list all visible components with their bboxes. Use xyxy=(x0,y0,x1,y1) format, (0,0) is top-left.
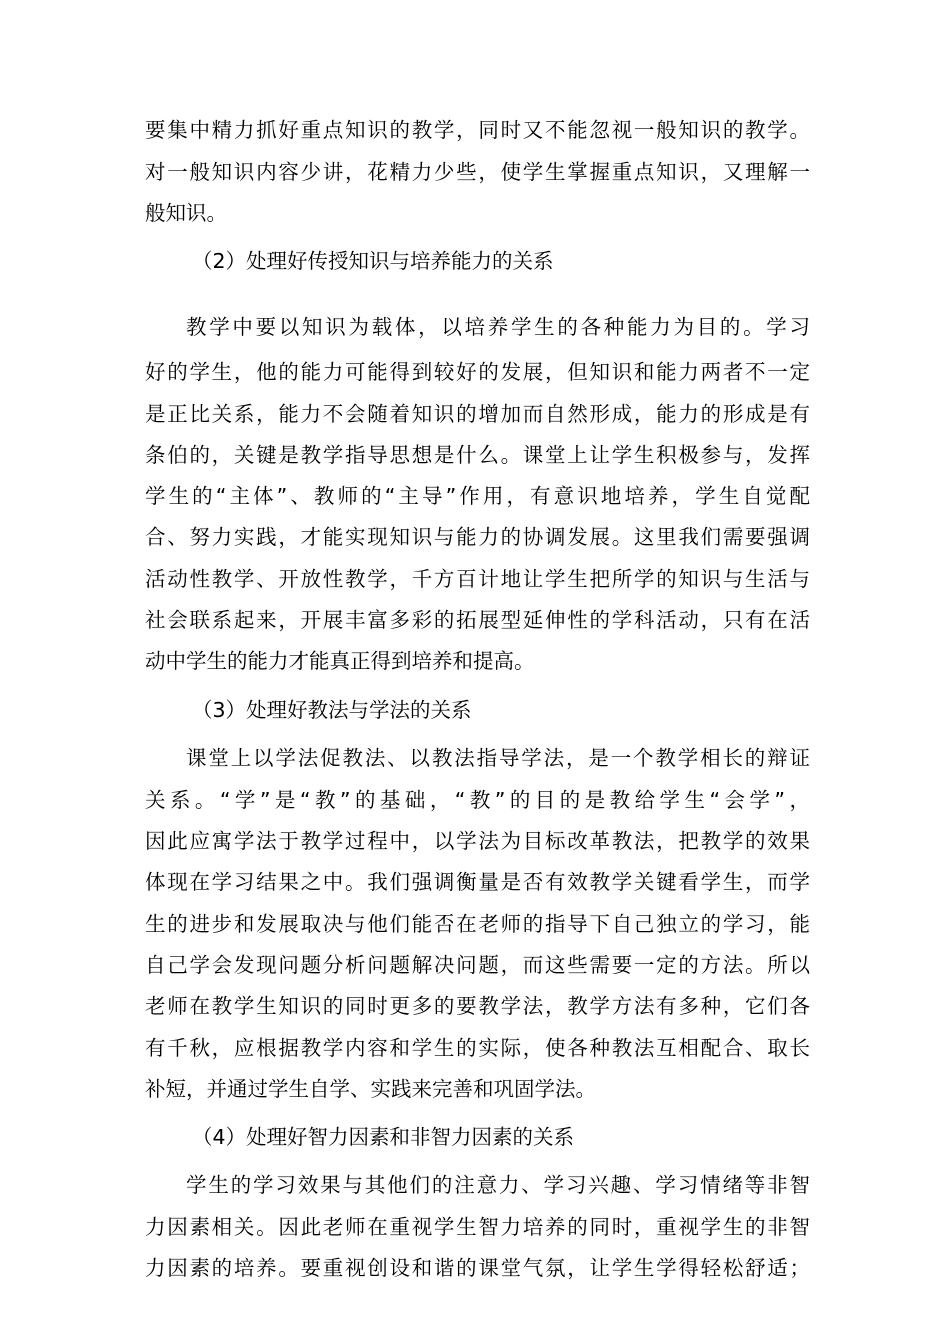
paragraph-2-line-9: 动中学生的能力才能真正得到培养和提高。 xyxy=(145,649,535,673)
section-heading-3: （3）处理好教法与学法的关系 xyxy=(192,698,472,722)
paragraph-3-line-5: 生的进步和发展取决与他们能否在老师的指导下自己独立的学习，能 xyxy=(145,912,810,936)
paragraph-3-line-8: 有千秋，应根据教学内容和学生的实际，使各种教法互相配合、取长 xyxy=(145,1036,810,1060)
paragraph-3-line-1: 课堂上以学法促教法、以教法指导学法，是一个教学相长的辩证 xyxy=(186,746,810,770)
paragraph-4-line-3: 力因素的培养。要重视创设和谐的课堂气氛，让学生学得轻松舒适； xyxy=(145,1256,810,1280)
paragraph-2-line-3: 是正比关系，能力不会随着知识的增加而自然形成，能力的形成是有 xyxy=(145,402,810,426)
paragraph-3-line-2: 关系。“学”是“教”的基础，“教”的目的是教给学生“会学”， xyxy=(145,788,810,812)
paragraph-2-line-7: 活动性教学、开放性教学，千方百计地让学生把所学的知识与生活与 xyxy=(145,567,810,591)
paragraph-2-line-8: 社会联系起来，开展丰富多彩的拓展型延伸性的学科活动，只有在活 xyxy=(145,608,810,632)
paragraph-1-line-2: 对一般知识内容少讲，花精力少些，使学生掌握重点知识，又理解一 xyxy=(145,160,810,184)
paragraph-3-line-4: 体现在学习结果之中。我们强调衡量是否有效教学关键看学生，而学 xyxy=(145,870,810,894)
paragraph-4-line-2: 力因素相关。因此老师在重视学生智力培养的同时，重视学生的非智 xyxy=(145,1215,810,1239)
paragraph-3-line-7: 老师在教学生知识的同时更多的要教学法，教学方法有多种，它们各 xyxy=(145,994,810,1018)
section-heading-2: （2）处理好传授知识与培养能力的关系 xyxy=(192,249,554,273)
paragraph-2-line-1: 教学中要以知识为载体，以培养学生的各种能力为目的。学习 xyxy=(186,315,810,339)
paragraph-1-line-3: 般知识。 xyxy=(145,201,227,225)
paragraph-2-line-6: 合、努力实践，才能实现知识与能力的协调发展。这里我们需要强调 xyxy=(145,525,810,549)
paragraph-3-line-3: 因此应寓学法于教学过程中，以学法为目标改革教法，把教学的效果 xyxy=(145,829,810,853)
paragraph-1-line-1: 要集中精力抓好重点知识的教学，同时又不能忽视一般知识的教学。 xyxy=(145,118,810,142)
paragraph-4-line-1: 学生的学习效果与其他们的注意力、学习兴趣、学习情绪等非智 xyxy=(186,1173,810,1197)
paragraph-3-line-9: 补短，并通过学生自学、实践来完善和巩固学法。 xyxy=(145,1077,596,1101)
paragraph-2-line-5: 学生的“主体”、教师的“主导”作用，有意识地培养，学生自觉配 xyxy=(145,484,810,508)
paragraph-2-line-4: 条伯的，关键是教学指导思想是什么。课堂上让学生积极参与，发挥 xyxy=(145,443,810,467)
paragraph-2-line-2: 好的学生，他的能力可能得到较好的发展，但知识和能力两者不一定 xyxy=(145,360,810,384)
paragraph-3-line-6: 自己学会发现问题分析问题解决问题，而这些需要一定的方法。所以 xyxy=(145,953,810,977)
section-heading-4: （4）处理好智力因素和非智力因素的关系 xyxy=(192,1125,575,1149)
